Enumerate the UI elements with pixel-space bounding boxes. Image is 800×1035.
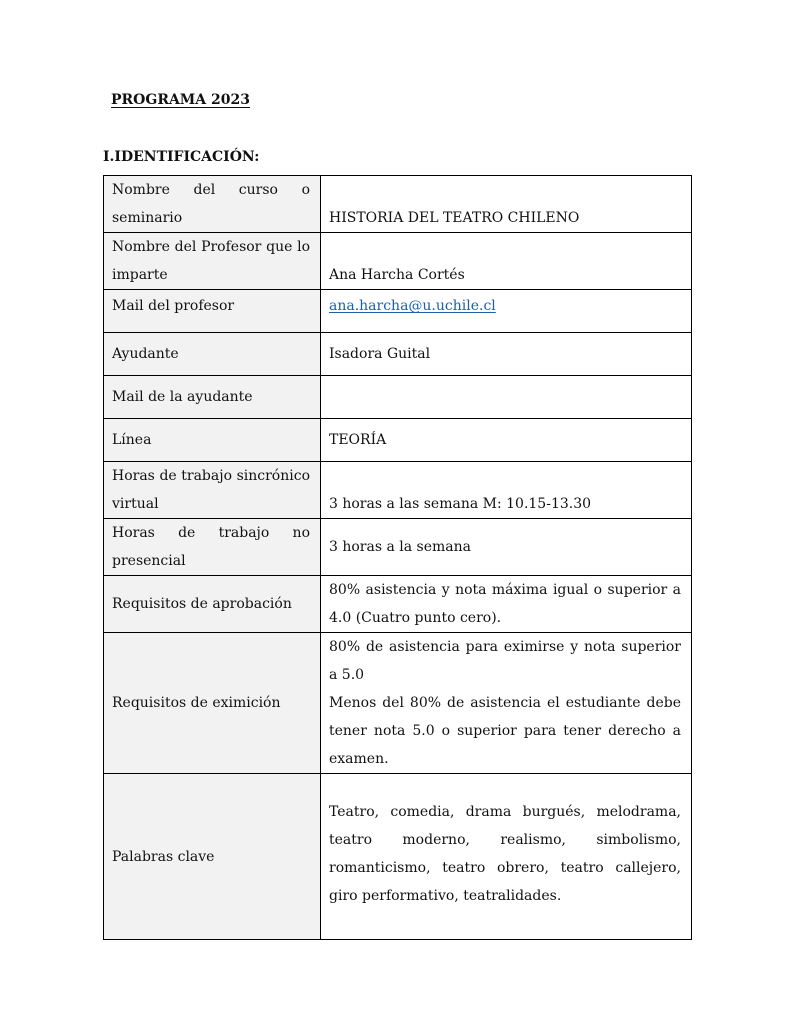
row-label-palabras-clave: Palabras clave (104, 774, 321, 940)
table-row (104, 333, 692, 376)
row-value-mail-profesor (321, 290, 692, 333)
eximicion-line-2: Menos del 80% de asistencia el estudiante debe tener nota 5.0 o superior para tener derecho a examen. (329, 695, 681, 767)
table-row (104, 290, 692, 333)
row-label-nombre-profesor: Nombre del Profesor que lo imparte (104, 233, 321, 290)
row-label-requisitos-eximicion: Requisitos de eximición (104, 633, 321, 774)
identification-table (103, 175, 692, 940)
table-row (104, 576, 692, 633)
row-value-nombre-curso (321, 176, 692, 233)
table-row (104, 462, 692, 519)
table-row (104, 774, 692, 940)
table-row (104, 376, 692, 419)
row-label-ayudante: Ayudante (104, 333, 321, 376)
table-row (104, 419, 692, 462)
course-name: HISTORIA DEL TEATRO CHILENO (329, 210, 580, 226)
table-row (104, 633, 692, 774)
row-value-requisitos-aprobacion: 80% asistencia y nota máxima igual o superior a 4.0 (Cuatro punto cero). (321, 576, 692, 633)
row-label-horas-no-presencial: Horas de trabajo no presencial (104, 519, 321, 576)
row-label-requisitos-aprobacion: Requisitos de aprobación (104, 576, 321, 633)
professor-email-link[interactable]: ana.harcha@u.uchile.cl (329, 298, 496, 314)
table-row (104, 233, 692, 290)
row-value-requisitos-eximicion (321, 633, 692, 774)
row-value-linea: TEORÍA (321, 419, 692, 462)
row-value-horas-no-presencial: 3 horas a la semana (321, 519, 692, 576)
document-title: PROGRAMA 2023 (111, 92, 251, 108)
row-label-linea: Línea (104, 419, 321, 462)
sync-hours: 3 horas a las semana M: 10.15-13.30 (329, 496, 592, 512)
row-value-nombre-profesor (321, 233, 692, 290)
row-value-ayudante: Isadora Guital (321, 333, 692, 376)
row-value-horas-sincronico (321, 462, 692, 519)
row-label-mail-ayudante: Mail de la ayudante (104, 376, 321, 419)
row-value-palabras-clave: Teatro, comedia, drama burgués, melodrama, teatro moderno, realismo, simbolismo, romanticismo, teatro obrero, teatro callejero, giro performativo, teatralidades. (321, 774, 692, 940)
table-row (104, 176, 692, 233)
eximicion-line-1: 80% de asistencia para eximirse y nota superior a 5.0 (329, 639, 681, 683)
professor-name: Ana Harcha Cortés (329, 267, 465, 283)
row-label-horas-sincronico: Horas de trabajo sincrónico virtual (104, 462, 321, 519)
row-label-mail-profesor: Mail del profesor (104, 290, 321, 333)
row-label-nombre-curso: Nombre del curso o seminario (104, 176, 321, 233)
section-heading-identificacion: I.IDENTIFICACIÓN: (103, 149, 260, 165)
row-value-mail-ayudante (321, 376, 692, 419)
table-row (104, 519, 692, 576)
